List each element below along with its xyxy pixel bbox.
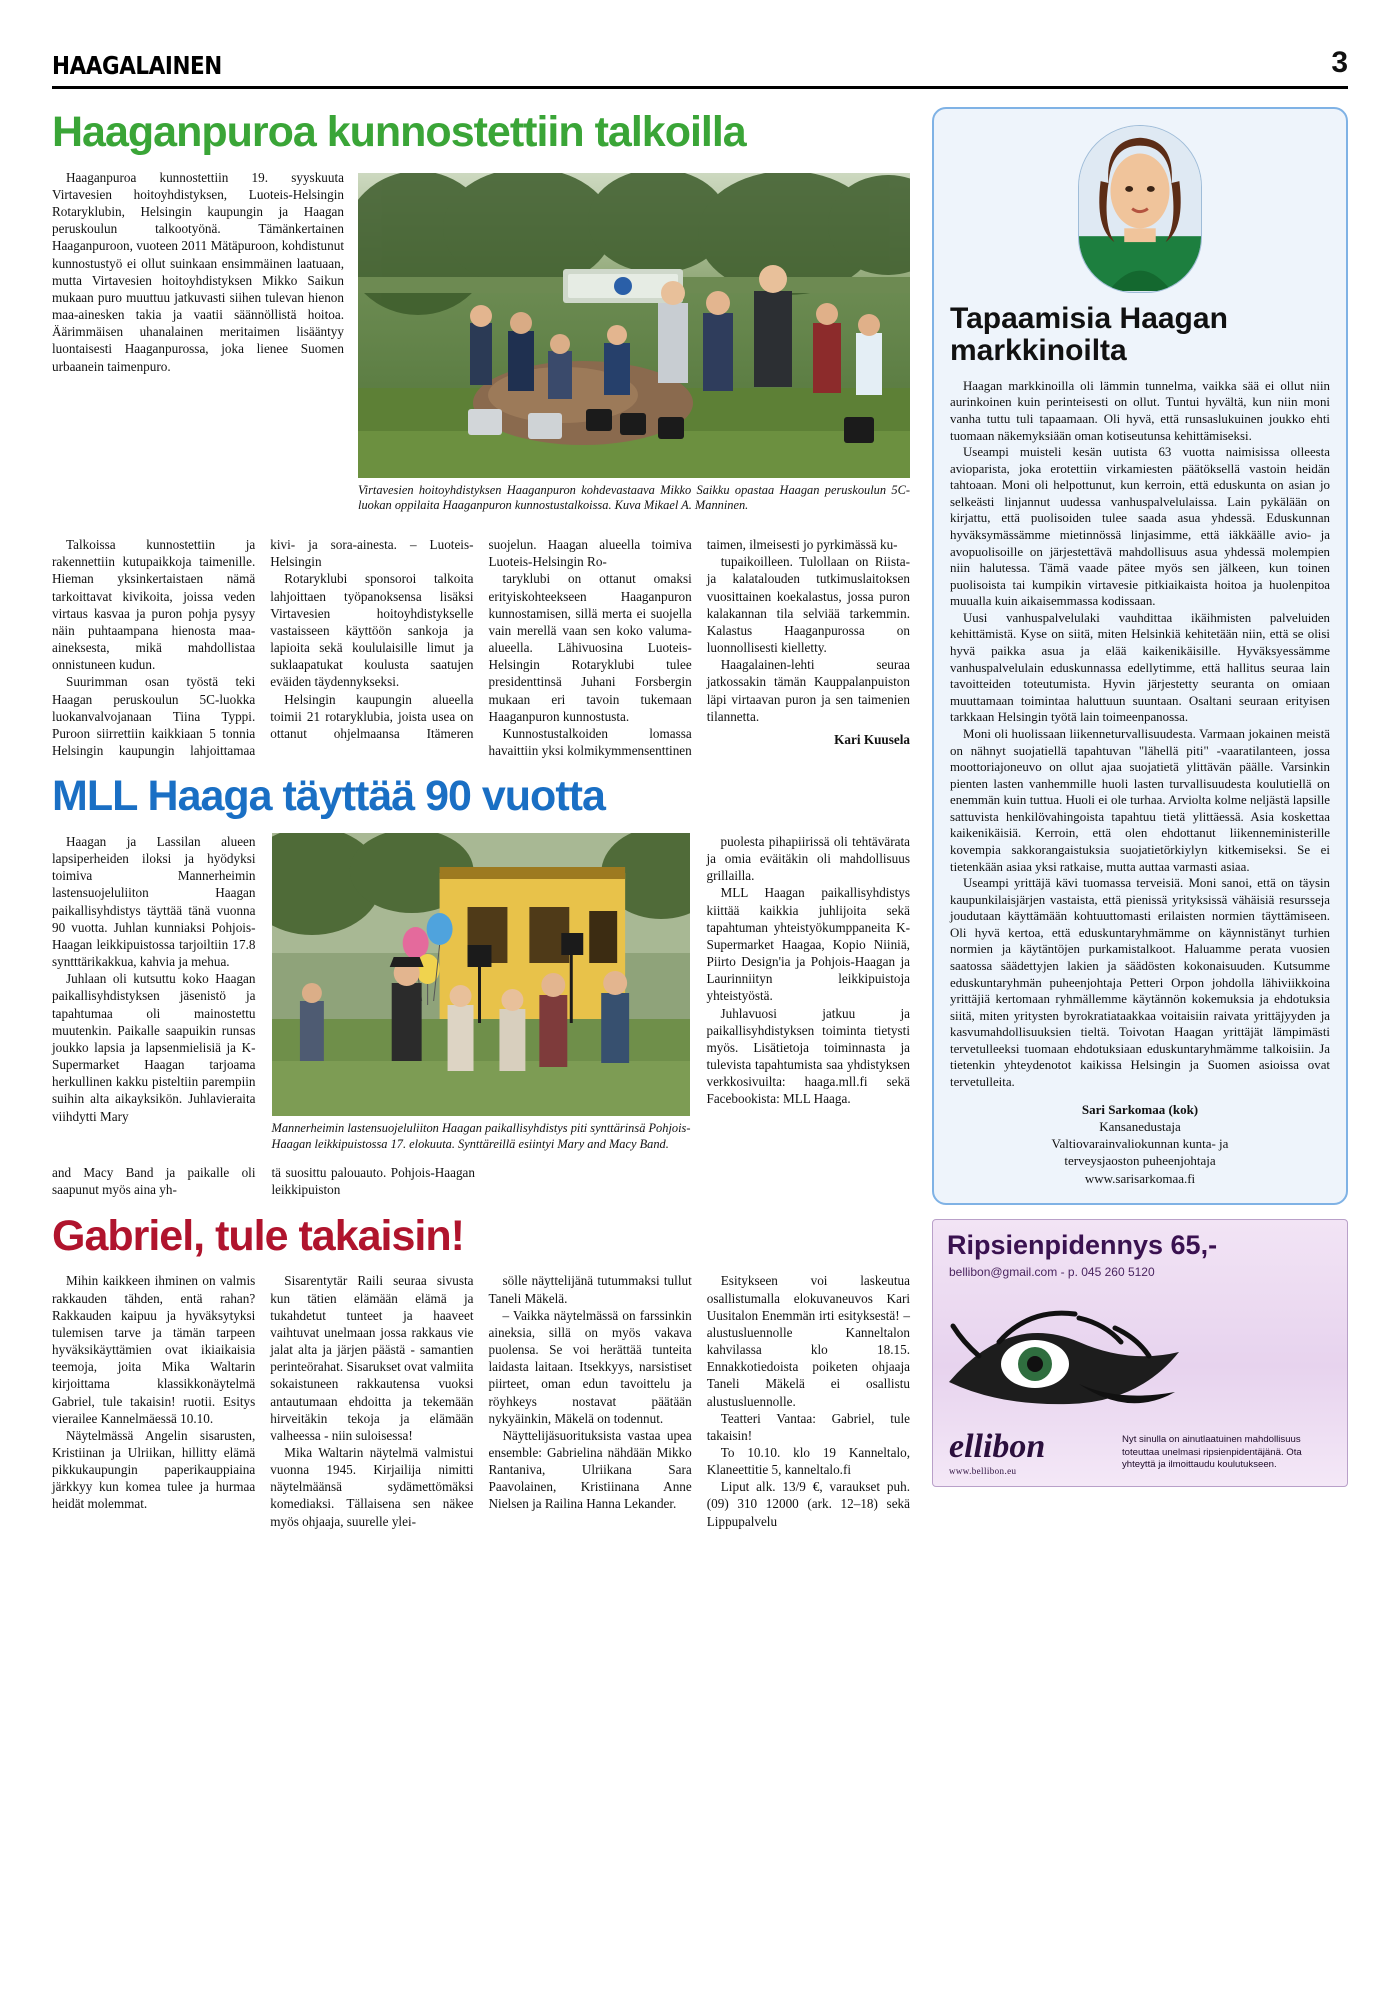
- article-1-p2: Suurimman osan työstä teki Haagan peruskoulun 5C-luokka luokanvalvojanaan Tiina Typpi. Puroon siirrettiin kaikkiaan 5 tonnia Helsingin kaupungin lahjoittamaa kivi- ja sora-ainesta. – Luoteis-Helsingin: [52, 537, 474, 758]
- portrait-photo: [1079, 126, 1201, 291]
- masthead: [52, 46, 1348, 89]
- article-3-p8: Esitykseen voi laskeutua osallistumalla elokuvaneuvos Kari Uusitalon Enemmän irti esityksestä! – alustusluennolle Kanneltalon kahvilassa klo 18.15. Ennakkotiedoista poiketen ohjaaja Taneli Mäkelä ei osallistu alustusluennolle.: [706, 1273, 910, 1409]
- sidebar-signature: [950, 1101, 1330, 1187]
- signature-website[interactable]: www.sarisarkomaa.fi: [1084, 1170, 1196, 1186]
- mll-party-photo: [272, 833, 691, 1116]
- article-2-p7: tä suosittu palouauto. Pohjois-Haagan leikkipuiston: [271, 1165, 475, 1198]
- article-3-p2: Näytelmässä Angelin sisarusten, Kristiinan ja Ulriikan, hillitty elämä pikkukaupungin paperikauppiaina järkkyy kun komea tulee ja hurmaa heidät molemmat.: [52, 1427, 256, 1512]
- article-1-byline: Kari Kuusela: [834, 731, 910, 747]
- article-1-p1: Talkoissa kunnostettiin ja rakennettiin kutupaikkoja taimenille. Hieman yksinkertaistaen nämä tarkoittavat kivikoita, joissa veden virtaus kasvaa ja puron pohja pysyy näin puhtaampana hienosta maa-aineksesta, mikä mahdollistaa onnistuneen kudun.: [52, 537, 256, 673]
- article-2-p2: Juhlaan oli kutsuttu koko Haagan paikallisyhdistyksen jäsenistö ja tapahtumaa oli mainostettu muutenkin. Paikalle saapuikin runsas joukko lapsia ja lapsenmielisiä ja K-Supermarket Haagan tarjoama herkullinen kakku pisteltiin parempiin suihin alta aikayksikön. Juhlavieraita viihdytti Mary: [52, 971, 256, 1124]
- article-2-p1: Haagan ja Lassilan alueen lapsiperheiden iloksi ja hyödyksi toimiva Mannerheimin lastensuojeluliiton Haagan paikallisyhdistys täyttää tänä vuonna 90 vuotta. Juhlan kunniaksi Pohjois-Haagan leikkipuistossa tarjoiltiin 17.8 syntttärikakkua, kahvia ja mehua.: [52, 834, 256, 970]
- signature-role-2: Valtiovarainvaliokunnan kunta- ja: [1051, 1136, 1229, 1152]
- article-3-p11: Liput alk. 13/9 €, varaukset puh. (09) 310 12000 (ark. 12–18) sekä Lippupalvelu: [706, 1479, 910, 1529]
- sidebar-p4: Moni oli huolissaan liikenneturvallisuudesta. Varmaan jokainen meistä on nähnyt suojatiellä tapahtuvan "lähellä piti" -vaaratilanteen, jossa moottoriajoneuvo on ollut ajaa suojatietä ylittävän päälle. Varsinkin pienten lasten vanhemmille huoli lasten turvallisuudesta koulutiellä on enemmän kuin tuttua. Huoli ei ole turhaa. Arviolta kolme neljästä lapsille sattuvista henkilövahingoista tapahtuu tietä ylittäessä. Asia koskettaa kaikenikäisiä. Kerroin, että olen ehdottanut liikenneministerille kovempia sakkorangaistuksia suojatietörkiylyn kitkemiseksi. Se ei tietenkään asiaa yksi ratkaise, mutta auttaa varmasti asiaa.: [950, 726, 1330, 874]
- columnist-box: [932, 107, 1348, 1205]
- article-1-p8: Haagalainen-lehti seuraa jatkossakin tämän Kauppalanpuiston läpi virtaavan puron ja sen taimenien tilannetta.: [706, 657, 910, 724]
- article-1-photo-wrap: [358, 173, 910, 522]
- article-1-lead-paragraph: Haaganpuroa kunnostettiin 19. syyskuuta Virtavesien hoitoyhdistyksen, Luoteis-Helsingin Rotaryklubin, Helsingin kaupungin ja Haagan peruskoulun talkootyönä. Tämänkertainen Haaganpuroon, vuoteen 2011 Mätäpuroon, kohdistunut kunnostustyö ei ollut suinkaan ensimmäinen laatuaan, mutta Virtavesien hoitoyhdistyksen Mikko Saikun mukaan puro muuttuu jatkuvasti siihen tulevan hienon maa-ainesken takia ja vaatii säännöllistä hoitoa. Äärimmäisen uhanalainen meritaimen lisääntyy luontaisesti Haaganpurossa, joka lienee Suomen urbaanein taimenpuro.: [52, 169, 344, 374]
- article-2-p3: puolesta pihapiirissä oli tehtävärata ja omia eväitäkin oli mahdollisuus grillailla.: [706, 834, 910, 884]
- article-mll-haaga: [52, 772, 910, 1198]
- ad-title: Ripsienpidennys 65,-: [947, 1230, 1218, 1261]
- article-3-headline: Gabriel, tule takaisin!: [52, 1211, 464, 1260]
- page-number: 3: [1331, 46, 1348, 79]
- article-3-p10: To 10.10. klo 19 Kanneltalo, Klaneettitie 5, kanneltalo.fi: [706, 1444, 910, 1478]
- sidebar-text: [950, 378, 1330, 1091]
- article-2-p4: MLL Haagan paikallisyhdistys kiittää kaikkia juhlijoita sekä tapahtuman yhteistyökumppaneita K-Supermarket Haagaa, Kopio Niiniä, Piirto Design'ia ja Pohjois-Haagan ja Laurinniityn leikkipuistoja yhteistyöstä.: [706, 885, 910, 1004]
- stream-restoration-photo: [358, 173, 910, 478]
- article-1-p7: tupaikoilleen. Tulollaan on Riista- ja kalatalouden tutkimuslaitoksen vuosittainen koekalastus, jossa puron kalakannan tila selviää tarkemmin. Kalastus Haaganpurossa on luonnollisesti kielletty.: [706, 554, 910, 656]
- article-1-p6: Kunnostustalkoiden lomassa havaittiin yksi kolmikymmensenttinen taimen, ilmeisesti jo pyrkimässä ku-: [488, 537, 898, 758]
- main-content: [52, 107, 910, 1530]
- article-1-headline: Haaganpuroa kunnostettiin talkoilla: [52, 108, 746, 156]
- signature-role-3: terveysjaoston puheenjohtaja: [1064, 1153, 1216, 1169]
- article-3-p6: – Vaikka näytelmässä on farssinkin aineksia, sillä on myös vakava puolensa. Se voi herättää tunteita laidasta laitaan. Itsekkyys, narsistiset piirteet, oman edun tavoittelu ja röyhkeys nostavat päätään nykyäinkin, Mäkelä on todennut.: [488, 1307, 692, 1426]
- article-gabriel: [52, 1211, 910, 1530]
- ad-copy: Nyt sinulla on ainutlaatuinen mahdollisuus toteuttaa unelmasi ripsienpidentäjänä. Ota yhteyttä ja ilmoittaudu koulutukseen.: [1122, 1434, 1302, 1471]
- ad-contact: bellibon@gmail.com - p. 045 260 5120: [949, 1265, 1155, 1280]
- publication-title: HAAGALAINEN: [52, 51, 222, 80]
- sidebar-p2: Useampi muisteli kesän uutista 63 vuotta naimisissa olleesta avioparista, joka erotettiin virkamiesten päätöksellä vastoin heidän tahtoaan. Moni oli helpottunut, kun kerroin, että eduskunta on asian jo selkeästi linjannut uudessa vanhuspalvelulaissa. Lain pykälään on kirjattu, että puolisoiden tulee saada asua yhdessä. Eduskunnan hyväksymässämme mietinnössä linjasimme, että iäkkäälle avio- ja avopuolisoille on järjestettävä mahdollisuus asua yhdessä molempien niin halutessa. Tämä vaade pätee myös sen jälkeen, kun toinen puolisoista tai kumpikin virtavesie pitkiaikaista hoitoa ja huolenpitoa muualla kuin aikaisemmassa kodissaan.: [950, 445, 1330, 609]
- article-3-p1: Mihin kaikkeen ihminen on valmis rakkauden tähden, entä rahan? Rakkauden kaipuu ja hyväksytyksi tulemisen tarve ja tämän tarpeen hyväksikäyttämien ovat ikiaikaisia teemoja, joita Mika Waltarin kirjoittama klassikkonäytelmä Gabriel, tule takaisin! ruotii. Esitys vierailee Kannelmäessä 10.10.: [52, 1273, 256, 1426]
- eye-illustration-icon: [939, 1282, 1189, 1432]
- sidebar-p1: Haagan markkinoilla oli lämmin tunnelma, vaikka sää ei ollut niin aurinkoinen kuin perinteisesti on ollut. Tuntui hyvältä, kun niin moni vanha tuttu tuli tapaamaan. Oli hyvä, että runsaslukuinen joukko ehti tuomaan näkemyksiään oman kotiseutunsa kehittämiseksi.: [950, 378, 1330, 443]
- signature-role-1: Kansanedustaja: [1099, 1118, 1181, 1134]
- sidebar-title: Tapaamisia Haagan markkinoilta: [950, 302, 1228, 368]
- advertisement[interactable]: [932, 1219, 1348, 1487]
- article-haaganpuro: [52, 108, 910, 759]
- article-2-p6: and Macy Band ja paikalle oli saapunut myös aina yh-: [52, 1165, 256, 1198]
- article-1-p5: taryklubi on ottanut omaksi erityiskohteekseen Haaganpuron kunnostamisen, sillä merta ei suojella vain merellä vaan sen koko valuma-alueella. Lähivuosina Luoteis-Helsingin Rotaryklubi tulee presidenttinsä Juhani Forsbergin mukaan eri tavoin tukemaan Haaganpuron kunnostusta.: [488, 571, 692, 724]
- article-3-p4: Mika Waltarin näytelmä valmistui vuonna 1945. Kirjailija nimitti näytelmäänsä sydämettömäksi komediaksi. Tällaisena sen näkee myös ohjaaja, suurelle ylei-: [270, 1444, 474, 1529]
- article-3-p5: sölle näyttelijänä tutummaksi tullut Taneli Mäkelä.: [488, 1273, 692, 1306]
- ad-logo-url: www.bellibon.eu: [949, 1466, 1017, 1477]
- article-1-caption: Virtavesien hoitoyhdistyksen Haaganpuron kohdevastaava Mikko Saikku opastaa Haagan peruskoulun 5C-luokan oppilaita Haaganpuron kunnostustalkoissa. Kuva Mikael A. Manninen.: [358, 482, 910, 513]
- signature-name: Sari Sarkomaa (kok): [1081, 1101, 1199, 1117]
- avatar: [1078, 125, 1202, 293]
- sidebar-column: [932, 107, 1348, 1530]
- sidebar-p5: Useampi yrittäjä kävi tuomassa terveisiä. Moni sanoi, että on täysin kaupunkilaisjärjen vastaista, että pienissä yrityksissä vähäisiä resursseja joudutaan käyttämään kohtuuttomasti erilaisten normien täyttämiseen. Oli hyvä kertoa, että eduskuntaryhmämme on käynnistänyt turhien normien ja käytäntöjen purkamistalkoot. Haluamme perata vuosien saatossa säädettyjen lakien ja säädösten kokonaisuuden. Kutsumme eduskuntaryhmän puheenjohtaja Petteri Orpon johdolla lähiviikkoina yrittäjiä kertomaan ryhmällemme käytännön kokemuksia ja ehdotuksia siitä, miten yritysten byrokratiataakkaa voitaisiin raivata yrittäjyyden ja kasvumahdollisuuksien tieltä. Toivotan Haagan yrittäjät lämpimästi tervetulleeksi tuomaan ehdotuksiaan eduskuntaryhmämme talkoisiin. Ja tietenkin yhteydenotot kaikissa Helsingin ja Suomen asioissa ovat tervetulleita.: [950, 876, 1330, 1090]
- article-2-caption: Mannerheimin lastensuojeluliiton Haagan paikallisyhdistys piti synttärinsä Pohjois-Haagan leikkipuistossa 17. elokuuta. Synttäreillä esiintyi Mary and Macy Band.: [271, 1121, 691, 1151]
- article-2-headline: MLL Haaga täyttää 90 vuotta: [52, 772, 605, 821]
- article-1-p3: Rotaryklubi sponsoroi talkoita lahjoittaen työpanoksensa lisäksi Virtavesien hoitoyhdistykselle vastaisseen käyttöön sankoja ja lapioita sekä koululaisille limut ja suklaapatukat koulusta saatujen eväiden täydennykseksi.: [270, 571, 474, 690]
- article-3-columns: [52, 1272, 910, 1529]
- ad-logo: [949, 1428, 1045, 1476]
- article-3-p9: Teatteri Vantaa: Gabriel, tule takaisin!: [706, 1410, 910, 1443]
- article-2-p5: Juhlavuosi jatkuu ja paikallisyhdistyksen toiminta tietysti myös. Lisätietoja toiminnasta ja tulevista tapahtumista saa yhdistyksen verkkosivuilta: haaga.mll.fi sekä Facebookista: MLL Haaga.: [706, 1005, 910, 1107]
- sidebar-p3: Uusi vanhuspalvelulaki vauhdittaa ikäihmisten palveluiden kehittämistä. Kyse on siitä, miten Helsinkiä kehitetään niin, että se olisi hyvä paikka asua ja elää kaikenikäisille. Hyväksyessämme vanhuspalvelulain eduskunnassa edellytimme, että hallitus seuraa lain tavoitteiden toteutumista. Hyvin järjestetty seuranta on omiaan muuttamaan toimintaa haluttuun suuntaan. Osaltani seuraan erityisen tarkkaan Helsingin työtä lain toimeenpanossa.: [950, 610, 1330, 725]
- page-body: [52, 107, 1348, 1530]
- article-3-p3: Sisarentytär Raili seuraa sivusta kun tätien elämään elämä ja tukahdetut tunteet ja haaveet vaihtuvat unelmaan jossa rakkaus vie jalat alta ja järjen päästä - samantien perinteörahat. Sisarukset ovat valmiita sokaistuneen rakkautensa vuoksi antautumaan ehdoitta ja tekemään hirveitäkin tekoja ja elämään valheessa - niin suloisessa!: [270, 1273, 474, 1443]
- article-1-columns: [52, 536, 910, 759]
- article-1-p4: Helsingin kaupungin alueella toimii 21 rotaryklubia, joista usea on ottanut ohjelmaansa Itämeren suojelun. Haagan alueella toimiva Luoteis-Helsingin Ro-: [270, 537, 692, 741]
- article-3-p7: Näyttelijäsuorituksista vastaa upea ensemble: Gabrielina nähdään Mikko Rantaniva, Ulriikana Sara Paavolainen, Kristiinana Anne Nielsen ja Railina Hanna Lekander.: [488, 1427, 692, 1512]
- ad-logo-text: ellibon: [949, 1428, 1046, 1466]
